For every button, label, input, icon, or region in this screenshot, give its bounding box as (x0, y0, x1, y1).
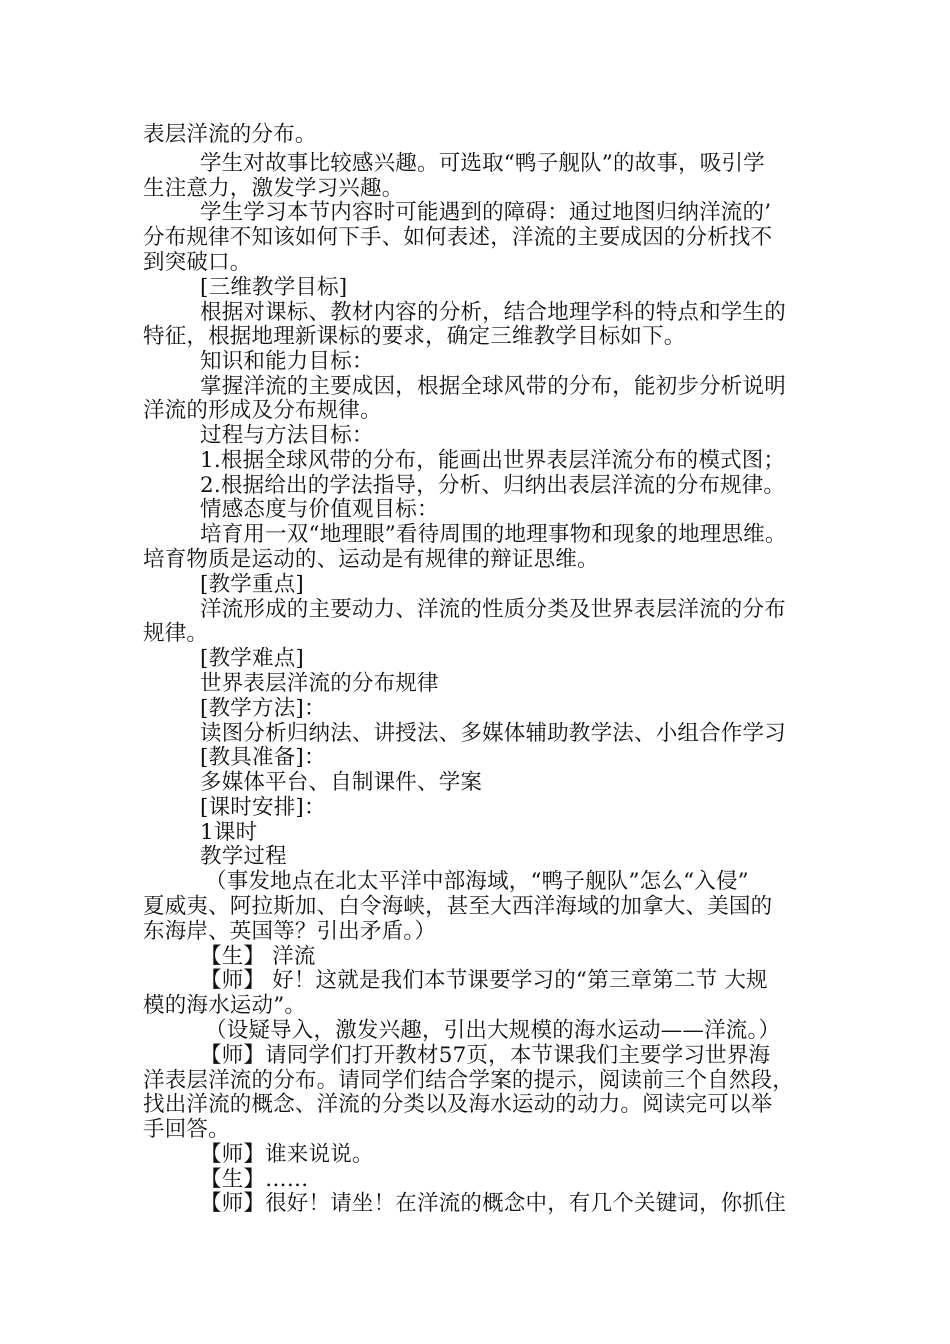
text-line: 学生对故事比较感兴趣。可选取“鸭子舰队”的故事，吸引学 (200, 151, 765, 176)
section-heading: [教具准备]： (200, 745, 326, 770)
section-heading: [教学难点] (200, 646, 304, 671)
dialogue-line: 【生】…… (200, 1167, 309, 1192)
text-line: 到突破口。 (143, 250, 252, 275)
text-line: 夏威夷、阿拉斯加、白令海峡，甚至大西洋海域的加拿大、美国的 (143, 894, 773, 919)
text-line: 洋流形成的主要动力、洋流的性质分类及世界表层洋流的分布 (200, 597, 786, 622)
text-line: 特征，根据地理新课标的要求，确定三维教学目标如下。 (143, 324, 686, 349)
text-line: 1课时 (200, 820, 258, 845)
section-heading: [教学方法]： (200, 696, 326, 721)
text-line: 根据对课标、教材内容的分析，结合地理学科的特点和学生的 (200, 300, 786, 325)
text-line: 手回答。 (143, 1117, 230, 1142)
text-line: 学生学习本节内容时可能遇到的障碍：通过地图归纳洋流的’ (200, 200, 772, 225)
dialogue-line: 【师】请同学们打开教材57页，本节课我们主要学习世界海 (200, 1043, 771, 1068)
subheading: 情感态度与价值观目标： (200, 497, 439, 522)
text-line: （设疑导入，激发兴趣，引出大规模的海水运动——洋流。） (205, 1018, 781, 1043)
text-line: 世界表层洋流的分布规律 (200, 671, 439, 696)
text-line: 东海岸、英国等？引出矛盾。） (143, 919, 437, 944)
dialogue-line: 【师】很好！请坐！在洋流的概念中，有几个关键词，你抓住 (200, 1191, 786, 1216)
list-item: 1.根据全球风带的分布，能画出世界表层洋流分布的模式图； (200, 448, 786, 473)
list-item: 2.根据给出的学法指导，分析、归纳出表层洋流的分布规律。 (200, 473, 786, 498)
section-heading: [课时安排]： (200, 795, 326, 820)
dialogue-line: 【生】 洋流 (200, 944, 316, 969)
text-line: 多媒体平台、自制课件、学案 (200, 770, 483, 795)
section-heading: [教学重点] (200, 572, 304, 597)
text-line: 读图分析归纳法、讲授法、多媒体辅助教学法、小组合作学习 (200, 721, 786, 746)
text-line: 培育用一双“地理眼”看待周围的地理事物和现象的地理思维。 (200, 522, 787, 547)
text-line: 生注意力，激发学习兴趣。 (143, 176, 404, 201)
subheading: 过程与方法目标： (200, 423, 374, 448)
text-line: 洋流的形成及分布规律。 (143, 398, 382, 423)
text-line: 掌握洋流的主要成因，根据全球风带的分布，能初步分析说明 (200, 374, 786, 399)
text-line: 分布规律不知该如何下手、如何表述，洋流的主要成因的分析找不 (143, 225, 773, 250)
dialogue-line: 【师】 好！这就是我们本节课要学习的“第三章第二节 大规 (200, 968, 768, 993)
section-heading: [三维教学目标] (200, 275, 348, 300)
text-line: 模的海水运动”。 (143, 993, 307, 1018)
section-heading: 教学过程 (200, 844, 287, 869)
text-line: 规律。 (143, 621, 209, 646)
text-line: 培育物质是运动的、运动是有规律的辩证思维。 (143, 547, 599, 572)
text-line: （事发地点在北太平洋中部海域，“鸭子舰队”怎么“入侵” (205, 869, 749, 894)
text-line: 洋表层洋流的分布。请同学们结合学案的提示，阅读前三个自然段， (143, 1068, 795, 1093)
subheading: 知识和能力目标： (200, 349, 374, 374)
text-line: 表层洋流的分布。 (143, 122, 317, 147)
text-line: 找出洋流的概念、洋流的分类以及海水运动的动力。阅读完可以举 (143, 1092, 773, 1117)
dialogue-line: 【师】谁来说说。 (200, 1142, 374, 1167)
